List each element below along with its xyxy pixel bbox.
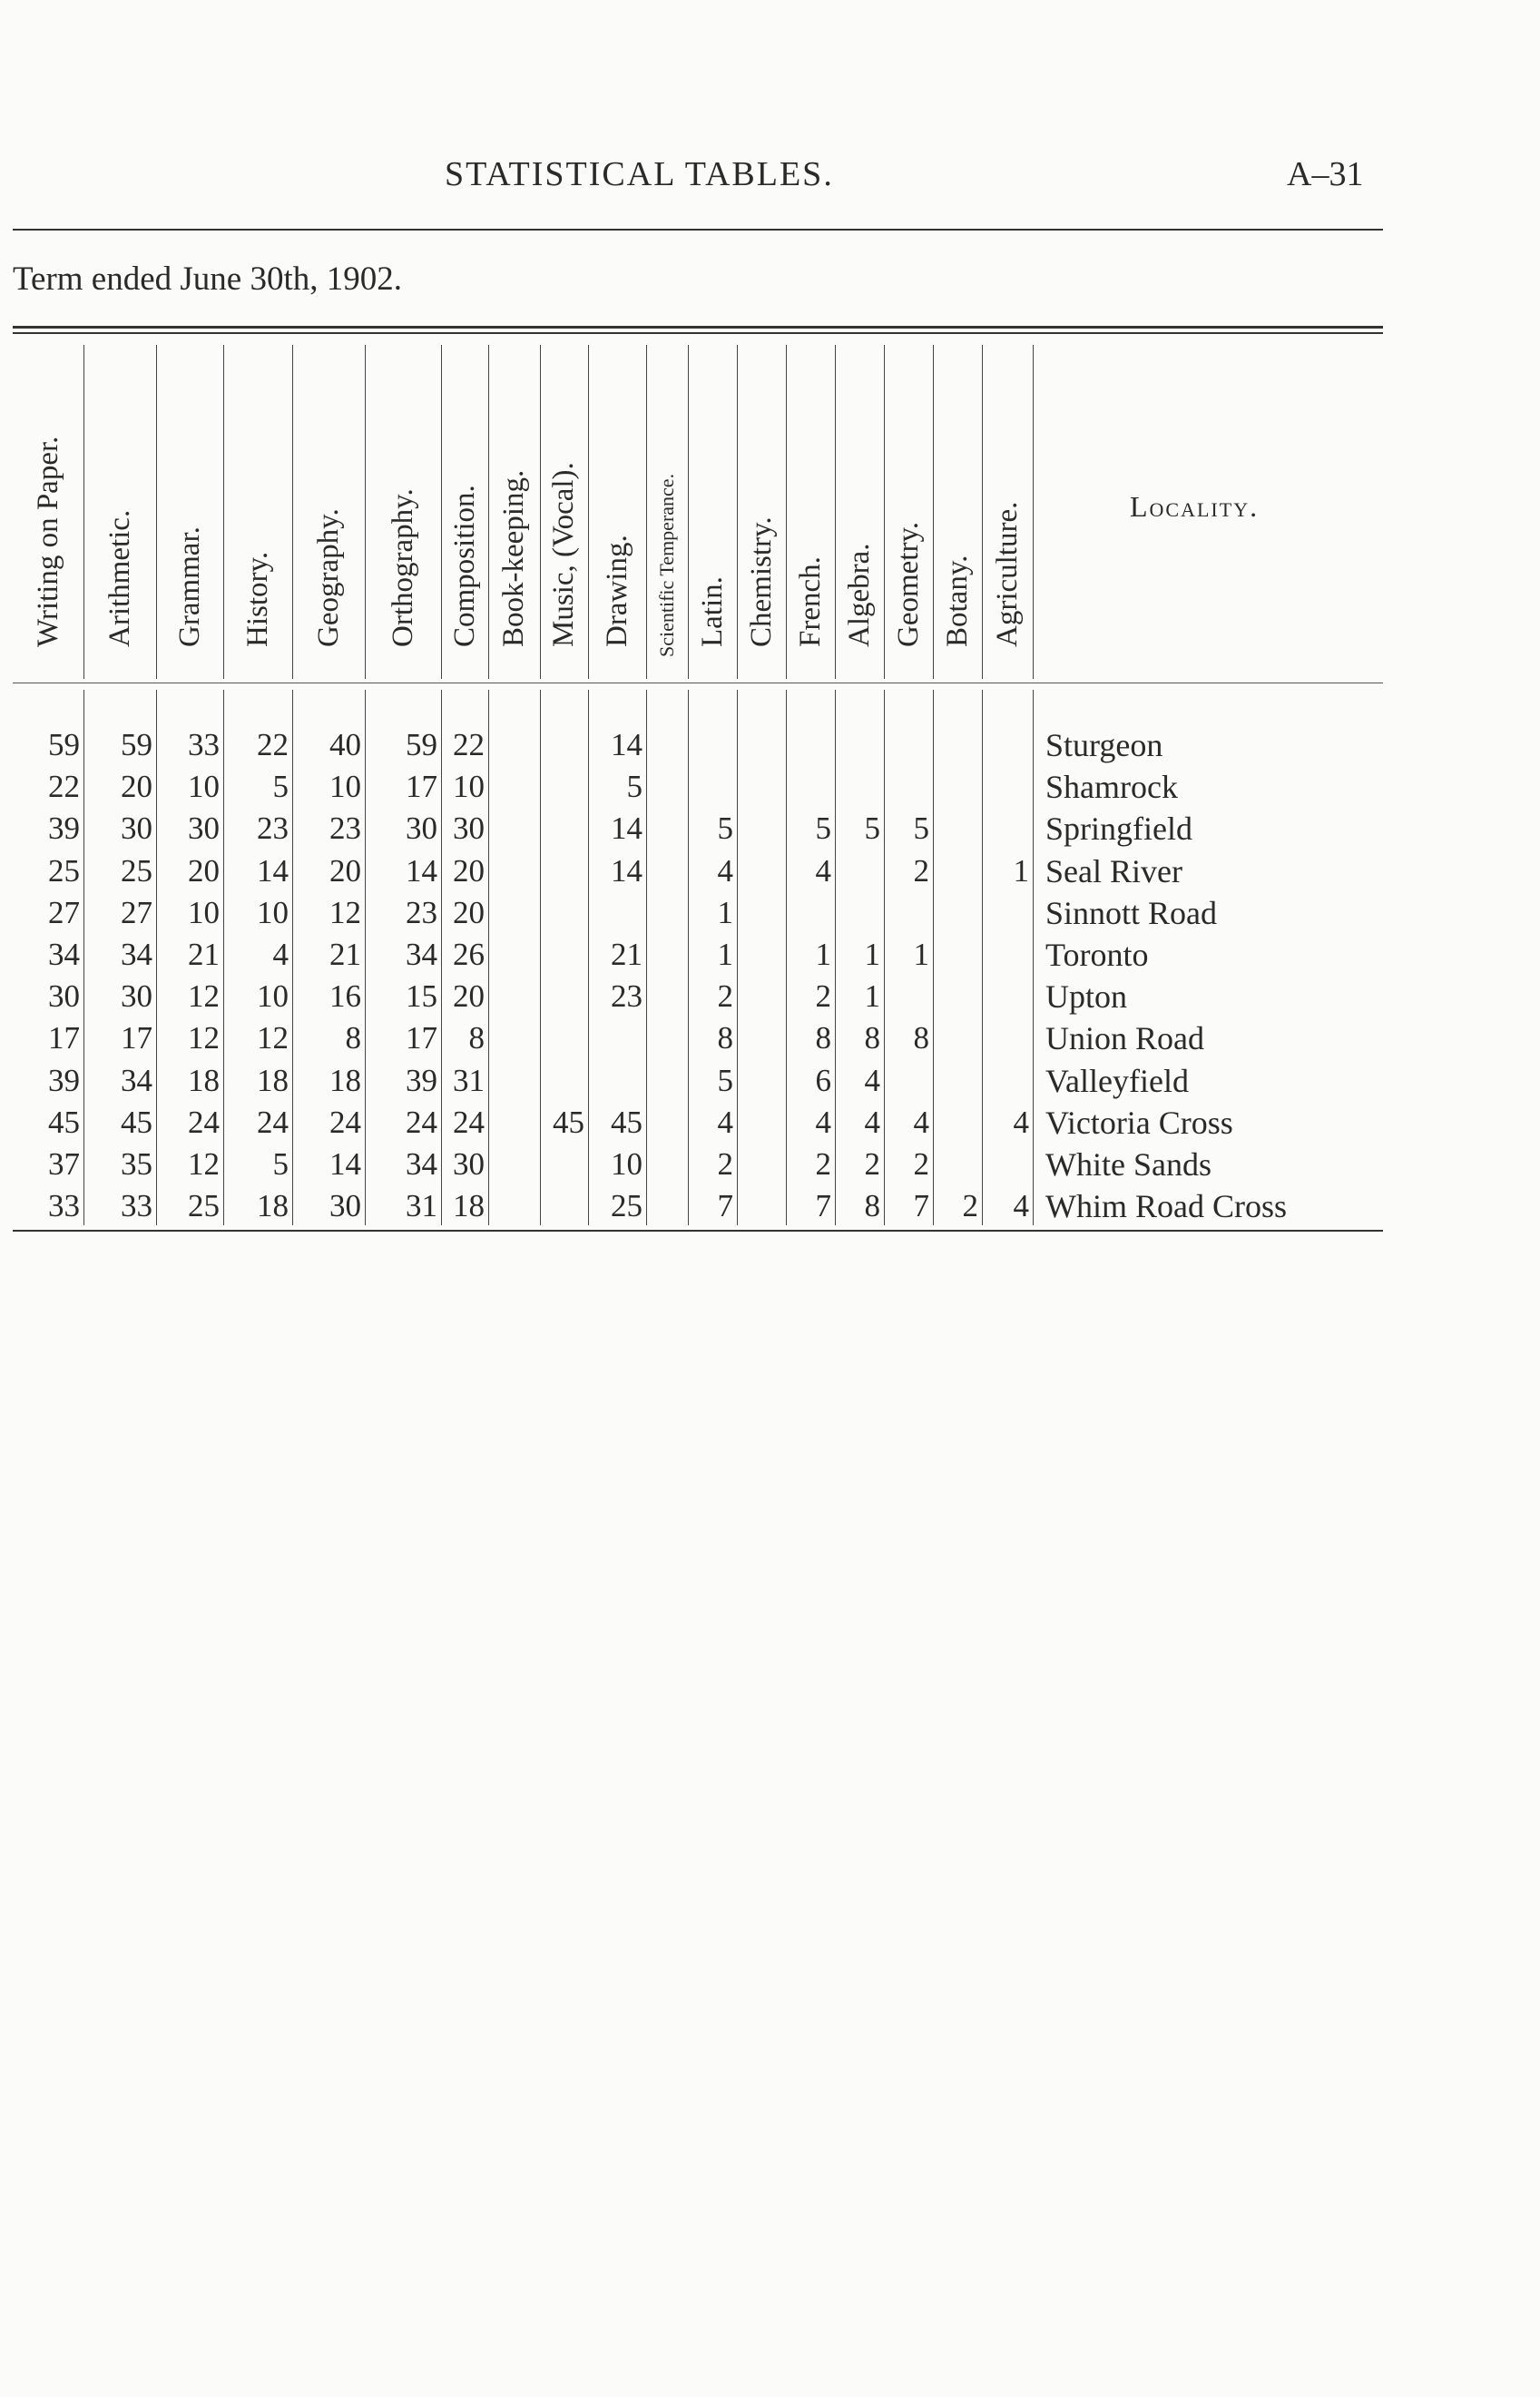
table-row (0, 1102, 1540, 1144)
table-cell: 5 (717, 810, 733, 847)
table-cell: 33 (121, 1188, 152, 1224)
column-rule-heading (83, 345, 84, 679)
table-cell: 18 (257, 1062, 289, 1098)
column-rule-heading (223, 345, 224, 679)
table-cell: 5 (717, 1062, 733, 1098)
table-cell: 2 (913, 1146, 929, 1182)
column-rule-heading (982, 345, 983, 679)
header-rule (13, 229, 1383, 231)
table-row (0, 1185, 1540, 1227)
table-cell: 34 (406, 937, 437, 972)
table-cell: 4 (1013, 1188, 1029, 1224)
column-heading (540, 345, 588, 677)
column-heading (688, 345, 737, 677)
table-cell: 23 (329, 810, 361, 847)
table-cell: 6 (815, 1062, 831, 1098)
column-heading-label: Botany. (940, 555, 974, 647)
table-cell: 4 (717, 852, 733, 889)
locality-name: Toronto (1045, 937, 1149, 973)
table-cell: 1 (1013, 852, 1029, 889)
column-heading-label: Music, (Vocal). (547, 462, 580, 647)
table-row (0, 1017, 1540, 1059)
table-cell: 22 (453, 727, 485, 762)
table-cell: 2 (717, 978, 733, 1015)
table-cell: 45 (121, 1104, 152, 1140)
column-rule-heading (835, 345, 836, 679)
table-cell: 14 (611, 852, 642, 889)
column-rule-heading (1033, 345, 1034, 679)
table-row (0, 1060, 1540, 1102)
table-cell: 2 (815, 978, 831, 1015)
table-cell: 34 (121, 937, 152, 972)
table-cell: 4 (272, 937, 289, 972)
table-cell: 30 (121, 978, 152, 1015)
table-cell: 10 (257, 978, 289, 1015)
column-heading (982, 345, 1033, 677)
table-cell: 4 (815, 1104, 831, 1140)
locality-heading: Locality. (1130, 490, 1260, 523)
column-heading (786, 345, 835, 677)
locality-name: White Sands (1045, 1146, 1211, 1183)
column-heading (884, 345, 933, 677)
table-cell: 20 (188, 852, 220, 889)
table-cell: 40 (329, 727, 361, 762)
table-cell: 10 (453, 769, 485, 805)
table-cell: 25 (188, 1188, 220, 1224)
column-rule-heading (540, 345, 541, 679)
table-cell: 24 (188, 1104, 220, 1140)
table-cell: 24 (453, 1104, 485, 1140)
column-heading-label: Geography. (311, 508, 345, 647)
table-row (0, 934, 1540, 976)
table-top-rule (13, 326, 1383, 329)
table-cell: 5 (272, 1146, 289, 1182)
locality-name: Seal River (1045, 852, 1182, 889)
table-cell: 17 (406, 769, 437, 805)
table-cell: 10 (188, 769, 220, 805)
table-cell: 5 (626, 769, 642, 805)
table-cell: 23 (257, 810, 289, 847)
column-heading (13, 345, 83, 677)
table-cell: 33 (48, 1188, 80, 1224)
column-heading (488, 345, 540, 677)
column-heading-label: History. (240, 551, 274, 647)
table-cell: 10 (257, 894, 289, 930)
table-cell: 27 (48, 894, 80, 930)
table-cell: 8 (468, 1020, 485, 1056)
table-cell: 8 (864, 1020, 880, 1056)
column-heading-label: Scientific Temperance. (655, 473, 678, 657)
column-heading (588, 345, 646, 677)
table-cell: 22 (257, 727, 289, 762)
column-heading-label: Writing on Paper. (31, 436, 64, 647)
table-cell: 2 (864, 1146, 880, 1182)
table-cell: 20 (453, 894, 485, 930)
running-title: STATISTICAL TABLES. (445, 155, 834, 193)
table-cell: 35 (121, 1146, 152, 1182)
locality-name: Shamrock (1045, 769, 1178, 806)
page-number: A–31 (1287, 155, 1364, 193)
table-cell: 20 (329, 852, 361, 889)
table-cell: 4 (864, 1062, 880, 1098)
table-cell: 7 (815, 1188, 831, 1224)
table-row (0, 724, 1540, 766)
locality-name: Sinnott Road (1045, 894, 1218, 931)
table-cell: 20 (453, 978, 485, 1015)
column-rule-heading (737, 345, 738, 679)
table-cell: 8 (815, 1020, 831, 1056)
locality-name: Whim Road Cross (1045, 1188, 1287, 1225)
column-heading-label: Book-keeping. (497, 469, 530, 647)
table-cell: 1 (864, 978, 880, 1015)
table-cell: 1 (913, 937, 929, 972)
column-heading (223, 345, 292, 677)
table-top-rule-inner (13, 332, 1383, 334)
table-cell: 15 (406, 978, 437, 1015)
table-cell: 23 (611, 978, 642, 1015)
table-cell: 5 (815, 810, 831, 847)
table-cell: 14 (406, 852, 437, 889)
column-rule-heading (156, 345, 157, 679)
table-cell: 12 (329, 894, 361, 930)
table-cell: 23 (406, 894, 437, 930)
table-cell: 59 (48, 727, 80, 762)
table-cell: 22 (48, 769, 80, 805)
column-heading (646, 345, 688, 677)
column-heading-label: Arithmetic. (103, 509, 136, 647)
table-cell: 31 (453, 1062, 485, 1098)
column-heading-label: Geometry. (891, 521, 925, 647)
table-cell: 1 (717, 937, 733, 972)
table-cell: 30 (453, 1146, 485, 1182)
table-cell: 2 (913, 852, 929, 889)
table-bottom-rule (13, 1230, 1383, 1232)
table-cell: 12 (257, 1020, 289, 1056)
table-cell: 34 (48, 937, 80, 972)
table-cell: 4 (815, 852, 831, 889)
table-cell: 8 (717, 1020, 733, 1056)
table-cell: 8 (913, 1020, 929, 1056)
table-cell: 30 (188, 810, 220, 847)
column-heading (441, 345, 488, 677)
column-rule-heading (588, 345, 589, 679)
column-heading (156, 345, 223, 677)
table-cell: 25 (48, 852, 80, 889)
table-cell: 45 (48, 1104, 80, 1140)
table-cell: 24 (406, 1104, 437, 1140)
table-cell: 30 (453, 810, 485, 847)
table-cell: 4 (1013, 1104, 1029, 1140)
table-cell: 18 (257, 1188, 289, 1224)
table-cell: 59 (121, 727, 152, 762)
table-cell: 12 (188, 1020, 220, 1056)
column-heading-label: French. (793, 556, 827, 647)
column-heading (365, 345, 441, 677)
table-cell: 24 (329, 1104, 361, 1140)
table-cell: 10 (188, 894, 220, 930)
table-cell: 4 (864, 1104, 880, 1140)
table-cell: 30 (121, 810, 152, 847)
column-heading (933, 345, 982, 677)
table-cell: 12 (188, 978, 220, 1015)
table-cell: 33 (188, 727, 220, 762)
column-heading-label: Latin. (695, 576, 729, 647)
table-cell: 10 (329, 769, 361, 805)
table-cell: 20 (453, 852, 485, 889)
column-rule-heading (488, 345, 489, 679)
table-cell: 30 (406, 810, 437, 847)
term-caption: Term ended June 30th, 1902. (13, 260, 402, 298)
table-cell: 4 (717, 1104, 733, 1140)
locality-name: Union Road (1045, 1020, 1204, 1057)
table-cell: 39 (48, 1062, 80, 1098)
locality-name: Upton (1045, 978, 1127, 1016)
table-cell: 5 (864, 810, 880, 847)
table-cell: 34 (121, 1062, 152, 1098)
column-heading (292, 345, 365, 677)
table-cell: 26 (453, 937, 485, 972)
table-cell: 20 (121, 769, 152, 805)
table-cell: 14 (611, 810, 642, 847)
table-cell: 21 (188, 937, 220, 972)
table-row (0, 976, 1540, 1017)
table-cell: 31 (406, 1188, 437, 1224)
table-cell: 17 (121, 1020, 152, 1056)
table-cell: 30 (48, 978, 80, 1015)
table-cell: 12 (188, 1146, 220, 1182)
table-cell: 7 (717, 1188, 733, 1224)
table-cell: 21 (611, 937, 642, 972)
table-cell: 1 (864, 937, 880, 972)
table-row (0, 1144, 1540, 1185)
table-cell: 8 (864, 1188, 880, 1224)
column-rule-heading (884, 345, 885, 679)
column-rule-heading (933, 345, 934, 679)
table-cell: 27 (121, 894, 152, 930)
table-cell: 34 (406, 1146, 437, 1182)
column-rule-heading (292, 345, 293, 679)
table-cell: 2 (717, 1146, 733, 1182)
column-heading-label: Orthography. (386, 488, 419, 647)
locality-name: Sturgeon (1045, 727, 1163, 763)
table-cell: 14 (611, 727, 642, 762)
table-cell: 18 (453, 1188, 485, 1224)
table-cell: 37 (48, 1146, 80, 1182)
locality-name: Valleyfield (1045, 1062, 1189, 1099)
column-heading (835, 345, 884, 677)
table-cell: 1 (815, 937, 831, 972)
column-heading-label: Agriculture. (990, 501, 1024, 647)
column-heading (83, 345, 156, 677)
column-heading-label: Algebra. (842, 543, 876, 647)
table-cell: 1 (717, 894, 733, 930)
table-cell: 30 (329, 1188, 361, 1224)
table-cell: 45 (611, 1104, 642, 1140)
column-rule-heading (786, 345, 787, 679)
column-heading-label: Composition. (447, 485, 481, 647)
table-cell: 4 (913, 1104, 929, 1140)
table-cell: 2 (962, 1188, 978, 1224)
table-cell: 25 (121, 852, 152, 889)
page-header (0, 154, 1540, 209)
column-rule-heading (688, 345, 689, 679)
table-cell: 8 (345, 1020, 361, 1056)
table-cell: 10 (611, 1146, 642, 1182)
table-cell: 16 (329, 978, 361, 1015)
locality-name: Springfield (1045, 810, 1192, 848)
column-heading-label: Chemistry. (744, 516, 778, 647)
table-cell: 2 (815, 1146, 831, 1182)
table-cell: 5 (272, 769, 289, 805)
column-rule-heading (365, 345, 366, 679)
table-cell: 14 (329, 1146, 361, 1182)
table-cell: 14 (257, 852, 289, 889)
column-heading (737, 345, 786, 677)
table-cell: 25 (611, 1188, 642, 1224)
table-cell: 17 (48, 1020, 80, 1056)
table-cell: 5 (913, 810, 929, 847)
table-cell: 45 (553, 1104, 584, 1140)
table-cell: 21 (329, 937, 361, 972)
column-heading-label: Drawing. (600, 535, 633, 647)
column-rule-heading (441, 345, 442, 679)
table-cell: 17 (406, 1020, 437, 1056)
table-cell: 59 (406, 727, 437, 762)
table-cell: 39 (406, 1062, 437, 1098)
column-heading-label: Grammar. (172, 526, 206, 647)
table-cell: 39 (48, 810, 80, 847)
table-cell: 24 (257, 1104, 289, 1140)
column-rule-heading (646, 345, 647, 679)
table-row (0, 808, 1540, 850)
table-row (0, 850, 1540, 892)
table-cell: 7 (913, 1188, 929, 1224)
table-row (0, 766, 1540, 808)
table-cell: 18 (329, 1062, 361, 1098)
table-cell: 18 (188, 1062, 220, 1098)
locality-name: Victoria Cross (1045, 1104, 1233, 1141)
table-row (0, 892, 1540, 934)
